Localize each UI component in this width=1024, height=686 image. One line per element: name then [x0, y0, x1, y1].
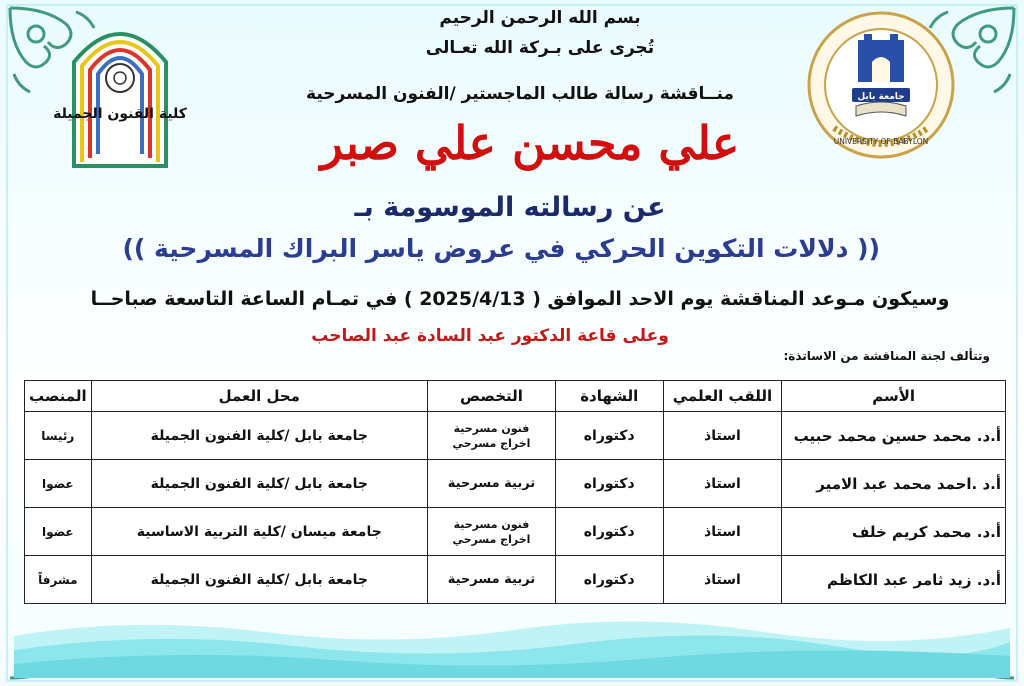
- thesis-intro: عن رسالته الموسومة بـ: [354, 192, 666, 223]
- member-workplace: جامعة ميسان /كلية التربية الاساسية: [91, 508, 427, 556]
- member-workplace: جامعة بابل /كلية الفنون الجميلة: [91, 460, 427, 508]
- bottom-wave-decoration: [14, 606, 1010, 678]
- fine-arts-college-logo: [53, 12, 187, 168]
- member-role: رئيسا: [25, 412, 92, 460]
- member-role: مشرفاً: [25, 556, 92, 604]
- table-header-row: [25, 381, 1006, 412]
- member-title: استاذ: [663, 508, 782, 556]
- member-degree: دكتوراه: [555, 508, 663, 556]
- student-name: علي محسن علي صبر: [320, 116, 740, 170]
- member-name: أ.د. محمد كريم خلف: [782, 508, 1006, 556]
- member-name: أ.د. زيد ثامر عبد الكاظم: [782, 556, 1006, 604]
- specialty-line: تربية مسرحية: [447, 572, 536, 587]
- committee-table: [24, 380, 1006, 604]
- specialty-line: اخراج مسرحي: [452, 532, 531, 546]
- member-name: أ.د .احمد محمد عبد الامير: [782, 460, 1006, 508]
- committee-intro: وتتألف لجنة المناقشة من الاساتذة:: [783, 349, 990, 363]
- member-workplace: جامعة بابل /كلية الفنون الجميلة: [91, 556, 427, 604]
- member-title: استاذ: [663, 556, 782, 604]
- member-degree: دكتوراه: [555, 460, 663, 508]
- university-of-babylon-logo: [806, 10, 956, 160]
- member-title: استاذ: [663, 412, 782, 460]
- logo-right-ring-text: UNIVERSITY OF BABYLON: [833, 137, 929, 146]
- member-role: عضوا: [25, 460, 92, 508]
- table-row: [25, 508, 1006, 556]
- specialty-line: اخراج مسرحي: [452, 436, 531, 450]
- table-row: [25, 412, 1006, 460]
- col-header-specialty: التخصص: [427, 381, 555, 412]
- discussion-heading: منــاقشة رسالة طالب الماجستير /الفنون المسرحية: [306, 84, 734, 104]
- member-specialty: [427, 412, 555, 460]
- col-header-role: المنصب: [25, 381, 92, 412]
- member-degree: دكتوراه: [555, 556, 663, 604]
- member-name: أ.د. محمد حسين محمد حبيب: [782, 412, 1006, 460]
- schedule-line: وسيكون مـوعد المناقشة يوم الاحد الموافق ( 2025/4/13 ) في تمـام الساعة التاسعة صباحــا: [90, 288, 950, 310]
- specialty-line: فنون مسرحية: [453, 421, 530, 435]
- blessing-line: تُجرى على بـركة الله تعـالى: [425, 38, 655, 58]
- logo-right-label: جامعة بابل: [857, 92, 905, 102]
- table-row: [25, 460, 1006, 508]
- col-header-workplace: محل العمل: [91, 381, 427, 412]
- member-title: استاذ: [663, 460, 782, 508]
- table-row: [25, 556, 1006, 604]
- col-header-name: الأسم: [782, 381, 1006, 412]
- member-degree: دكتوراه: [555, 412, 663, 460]
- specialty-line: فنون مسرحية: [453, 517, 530, 531]
- member-specialty: [427, 508, 555, 556]
- col-header-title: اللقب العلمي: [663, 381, 782, 412]
- member-specialty: [427, 556, 555, 604]
- thesis-title: (( دلالات التكوين الحركي في عروض ياسر البراك المسرحية )): [122, 234, 880, 263]
- hall-line: وعلى قاعة الدكتور عبد السادة عبد الصاحب: [311, 326, 669, 346]
- member-workplace: جامعة بابل /كلية الفنون الجميلة: [91, 412, 427, 460]
- specialty-line: تربية مسرحية: [447, 476, 536, 491]
- logo-left-label: كلية الفنون الجميلة: [53, 106, 187, 122]
- member-specialty: [427, 460, 555, 508]
- col-header-degree: الشهادة: [555, 381, 663, 412]
- member-role: عضوا: [25, 508, 92, 556]
- basmala: بسم الله الرحمن الرحيم: [439, 8, 641, 28]
